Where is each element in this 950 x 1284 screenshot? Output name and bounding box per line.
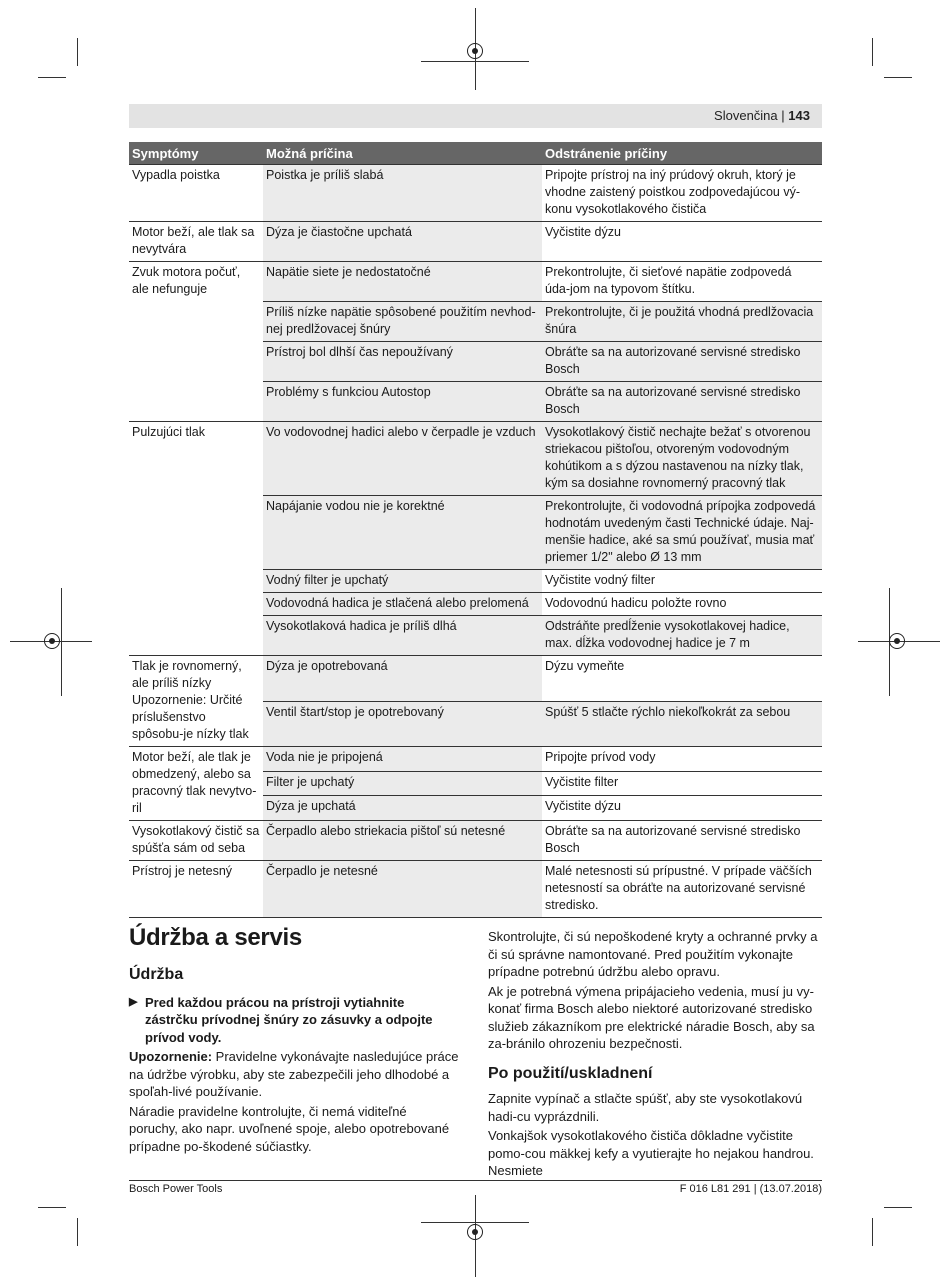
note-text: Pravidelne vykonávajte nasledujúce práce na údržbe výrobku, aby ste zabezpečili jeho dlhodobé a spoľah-livé používanie. <box>129 1049 459 1099</box>
cause-cell: Čerpadlo je netesné <box>263 861 542 918</box>
column-header-cause: Možná príčina <box>263 142 542 165</box>
fix-cell: Obráťte sa na autorizované servisné stredisko Bosch <box>542 342 822 382</box>
cause-cell: Ventil štart/stop je opotrebovaný <box>263 701 542 747</box>
page-number: 143 <box>788 108 810 123</box>
paragraph-check: Náradie pravidelne kontrolujte, či nemá viditeľné poruchy, ako napr. uvoľnené spoje, alebo opotrebované prípadne po-škodené súčiastky. <box>129 1103 450 1154</box>
paragraph-clean: Vonkajšok vysokotlakového čističa dôkladne vyčistite pomo-cou mäkkej kefy a vyutierajte ho nejakou handrou. Nesmiete <box>488 1128 814 1178</box>
fix-cell: Spúšť 5 stlačte rýchlo niekoľkokrát za sebou <box>542 701 822 747</box>
cause-cell: Voda nie je pripojená <box>263 747 542 772</box>
fix-cell: Vyčistite dýzu <box>542 222 822 262</box>
table-row <box>129 821 822 861</box>
header-separator: | <box>781 108 785 123</box>
cause-cell: Čerpadlo alebo striekacia pištoľ sú netesné <box>263 821 542 861</box>
safety-bullet <box>129 994 459 1047</box>
footer-brand: Bosch Power Tools <box>129 1183 223 1195</box>
fix-cell: Prekontrolujte, či sieťové napätie zodpovedá úda-jom na typovom štítku. <box>542 262 822 302</box>
right-column <box>488 928 822 1182</box>
page-header <box>129 104 822 128</box>
fix-cell: Dýzu vymeňte <box>542 656 822 702</box>
cause-cell: Dýza je upchatá <box>263 796 542 821</box>
symptom-cell: Zvuk motora počuť, ale nefunguje <box>129 262 263 422</box>
column-header-fix: Odstránenie príčiny <box>542 142 822 165</box>
table-row <box>129 165 822 222</box>
cause-cell: Problémy s funkciou Autostop <box>263 382 542 422</box>
cause-cell: Vodovodná hadica je stlačená alebo prelomená <box>263 593 542 616</box>
table-row <box>129 861 822 918</box>
cause-cell: Vysokotlaková hadica je príliš dlhá <box>263 616 542 656</box>
fix-cell: Vodovodnú hadicu položte rovno <box>542 593 822 616</box>
subtitle-storage: Po použití/uskladnení <box>488 1064 653 1082</box>
registration-mark-top <box>467 43 483 59</box>
table-header-row <box>129 142 822 165</box>
fix-cell: Pripojte prívod vody <box>542 747 822 772</box>
table-row <box>129 262 822 302</box>
symptom-cell: Vypadla poistka <box>129 165 263 222</box>
cause-cell: Príliš nízke napätie spôsobené použitím nevhod-nej predlžovacej šnúry <box>263 302 542 342</box>
note-label: Upozornenie: <box>129 1049 213 1064</box>
fix-cell: Malé netesnosti sú prípustné. V prípade väčších netesností sa obráťte na autorizované servisné stredisko. <box>542 861 822 918</box>
section-title: Údržba a servis <box>129 924 302 951</box>
left-column <box>129 966 459 1157</box>
symptom-cell: Prístroj je netesný <box>129 861 263 918</box>
fix-cell: Vyčistite filter <box>542 771 822 796</box>
symptom-cell: Pulzujúci tlak <box>129 422 263 656</box>
registration-mark-right <box>889 633 905 649</box>
paragraph-switch: Zapnite vypínač a stlačte spúšť, aby ste vysokotlakovú hadi-cu vyprázdnili. <box>488 1091 803 1124</box>
troubleshooting-table <box>129 142 822 918</box>
fix-cell: Vyčistite vodný filter <box>542 570 822 593</box>
cause-cell: Dýza je čiastočne upchatá <box>263 222 542 262</box>
bullet-arrow-icon: ▶ <box>129 995 138 1008</box>
paragraph-covers: Skontrolujte, či sú nepoškodené kryty a ochranné prvky a či sú správne namontované. Pred použitím vykonajte prípadne potrebnú údržbu alebo opravu. <box>488 929 818 979</box>
registration-mark-bottom <box>467 1224 483 1240</box>
table-row <box>129 222 822 262</box>
fix-cell: Vyčistite dýzu <box>542 796 822 821</box>
fix-cell: Prekontrolujte, či je použitá vhodná predlžovacia šnúra <box>542 302 822 342</box>
header-text <box>714 108 810 123</box>
symptom-cell: Motor beží, ale tlak sa nevytvára <box>129 222 263 262</box>
header-language: Slovenčina <box>714 108 778 123</box>
symptom-cell: Tlak je rovnomerný, ale príliš nízky Upozornenie: Určité príslušenstvo spôsobu-je nízky tlak <box>129 656 263 747</box>
fix-cell: Obráťte sa na autorizované servisné stredisko Bosch <box>542 382 822 422</box>
cause-cell: Dýza je opotrebovaná <box>263 656 542 702</box>
registration-mark-left <box>44 633 60 649</box>
cause-cell: Vo vodovodnej hadici alebo v čerpadle je vzduch <box>263 422 542 496</box>
cause-cell: Prístroj bol dlhší čas nepoužívaný <box>263 342 542 382</box>
fix-cell: Odstráňte predĺženie vysokotlakovej hadice, max. dĺžka vodovodnej hadice je 7 m <box>542 616 822 656</box>
fix-cell: Obráťte sa na autorizované servisné stredisko Bosch <box>542 821 822 861</box>
table-row <box>129 656 822 702</box>
cause-cell: Napájanie vodou nie je korektné <box>263 496 542 570</box>
cause-cell: Napätie siete je nedostatočné <box>263 262 542 302</box>
paragraph-cable: Ak je potrebná výmena pripájacieho vedenia, musí ju vy-konať firma Bosch alebo niektoré autorizované stredisko služieb zákazníkom pre elektrické náradie Bosch, aby sa za-bránilo ohrozeniu bezpečnosti. <box>488 983 815 1051</box>
footer-doc-id: F 016 L81 291 | (13.07.2018) <box>679 1183 822 1195</box>
subtitle-maintenance: Údržba <box>129 966 184 983</box>
fix-cell: Vysokotlakový čistič nechajte bežať s otvorenou striekacou pištoľou, otvoreným vodovodným kohútikom a s dýzou nastavenou na nízky tlak, kým sa dosiahne rovnomerný pracovný tlak <box>542 422 822 496</box>
note-paragraph <box>129 1048 459 1101</box>
fix-cell: Prekontrolujte, či vodovodná prípojka zodpovedá hodnotám uvedeným časti Technické údaje. Naj-menšie hadice, aké sa smú používať, musia mať priemer 1/2" alebo Ø 13 mm <box>542 496 822 570</box>
table-body <box>129 165 822 918</box>
fix-cell: Pripojte prístroj na iný prúdový okruh, ktorý je vhodne zaistený poistkou zodpovedajúcou vý-konu vysokotlakového čističa <box>542 165 822 222</box>
table-row <box>129 422 822 496</box>
table-row <box>129 747 822 772</box>
symptom-cell: Vysokotlakový čistič sa spúšťa sám od seba <box>129 821 263 861</box>
column-header-symptoms: Symptómy <box>129 142 263 165</box>
cause-cell: Filter je upchatý <box>263 771 542 796</box>
footer-rule <box>129 1180 822 1181</box>
symptom-cell: Motor beží, ale tlak je obmedzený, alebo sa pracovný tlak nevytvo-ril <box>129 747 263 821</box>
bullet-text: Pred každou prácou na prístroji vytiahnite zástrčku prívodnej šnúry zo zásuvky a odpojte prívod vody. <box>145 994 433 1045</box>
cause-cell: Poistka je príliš slabá <box>263 165 542 222</box>
cause-cell: Vodný filter je upchatý <box>263 570 542 593</box>
